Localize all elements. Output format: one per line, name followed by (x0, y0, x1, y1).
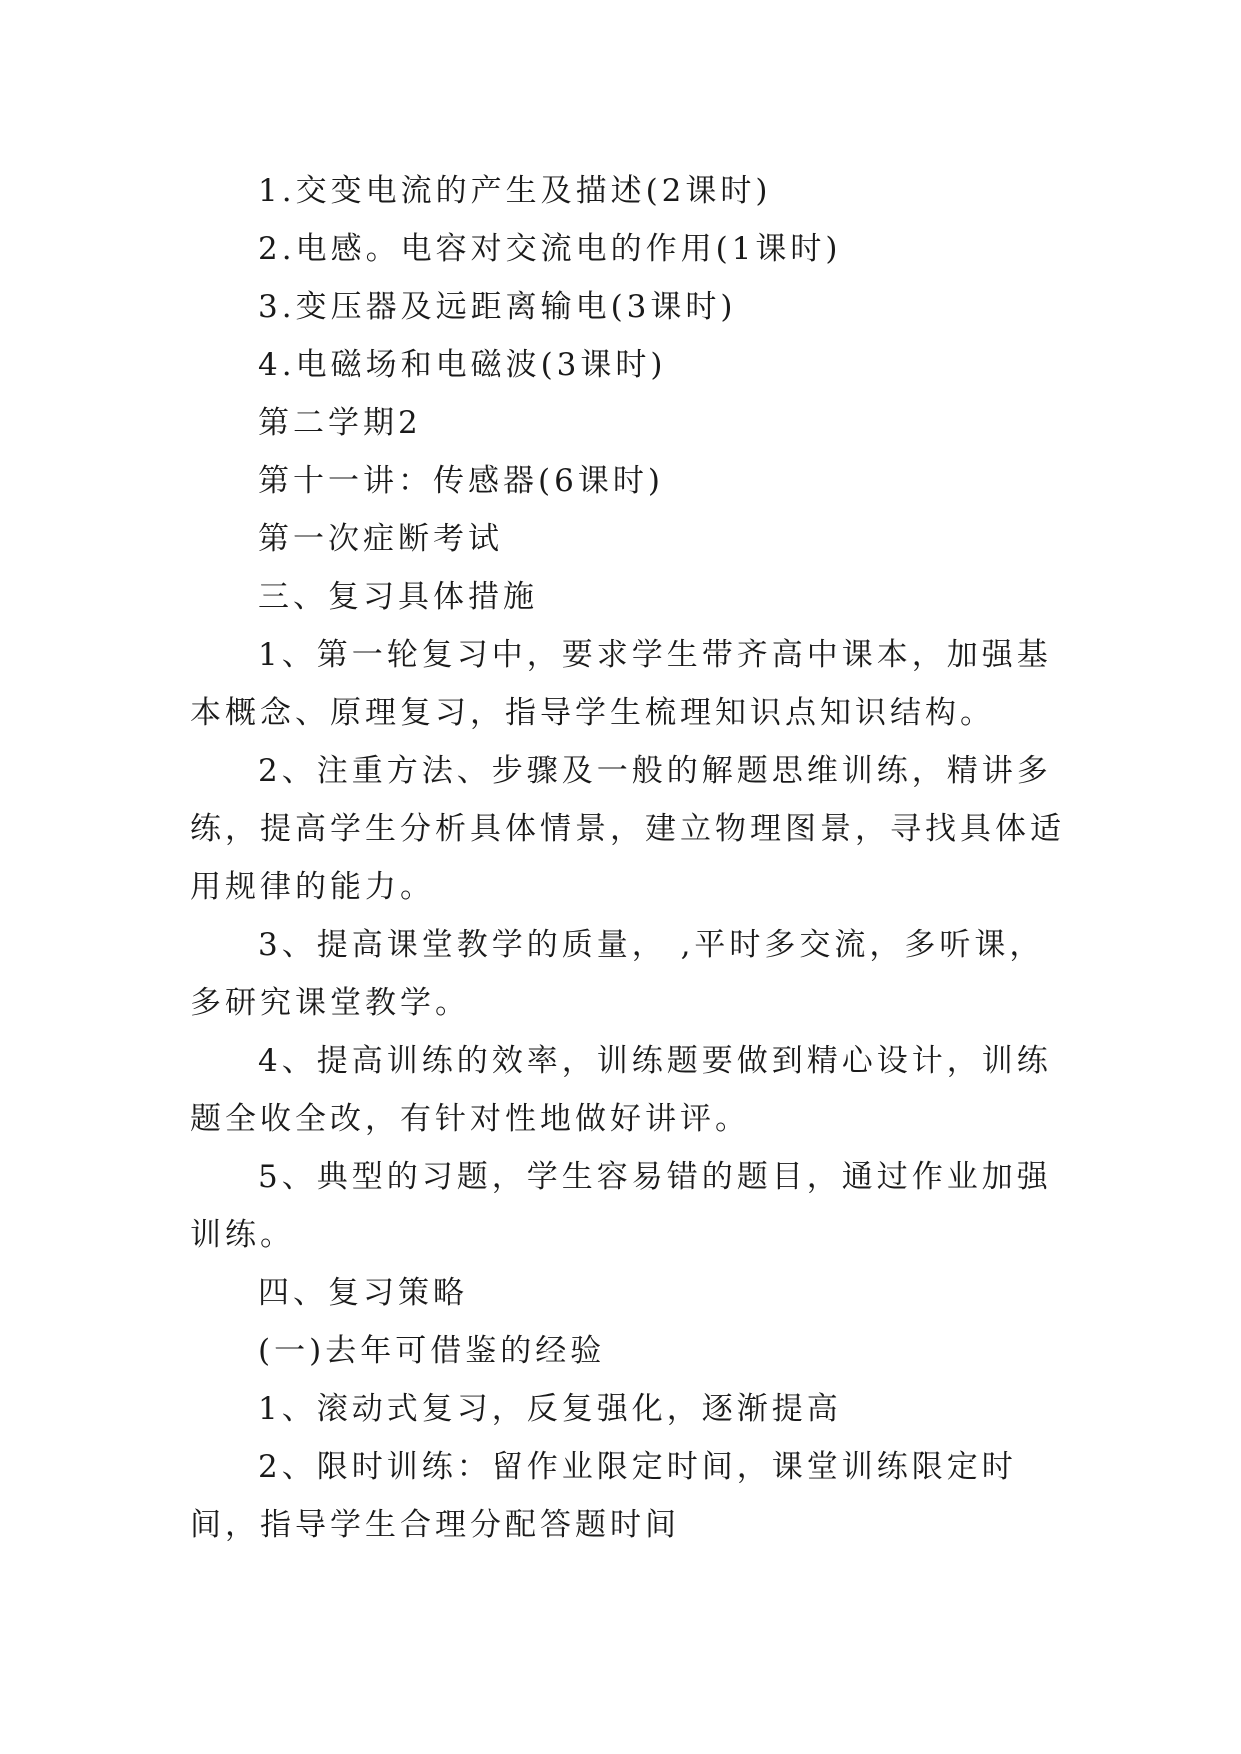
paragraph: 4、提高训练的效率，训练题要做到精心设计，训练题全收全改，有针对性地做好讲评。 (190, 1043, 1052, 1137)
paragraph: 2.电感。电容对交流电的作用(1课时) (258, 231, 842, 267)
paragraph: 2、注重方法、步骤及一般的解题思维训练，精讲多练，提高学生分析具体情景，建立物理图景，寻找具体适用规律的能力。 (190, 753, 1065, 905)
paragraph: 5、典型的习题，学生容易错的题目，通过作业加强训练。 (190, 1159, 1052, 1253)
paragraph: 第十一讲：传感器(6课时) (258, 463, 664, 499)
section-heading: 三、复习具体措施 (258, 579, 538, 615)
paragraph: 3、提高课堂教学的质量， ,平时多交流，多听课，多研究课堂教学。 (190, 927, 1045, 1021)
paragraph: 3.变压器及远距离输电(3课时) (258, 289, 737, 325)
paragraph: 1、滚动式复习，反复强化，逐渐提高 (258, 1391, 842, 1427)
paragraph: 第一次症断考试 (258, 521, 503, 557)
subsection-heading: (一)去年可借鉴的经验 (258, 1333, 606, 1369)
paragraph: 1.交变电流的产生及描述(2课时) (258, 173, 772, 209)
paragraph: 第二学期2 (258, 405, 422, 441)
paragraph: 1、第一轮复习中，要求学生带齐高中课本，加强基本概念、原理复习，指导学生梳理知识点知识结构。 (190, 637, 1052, 731)
document-body (190, 162, 1070, 1554)
section-heading: 四、复习策略 (258, 1275, 468, 1311)
paragraph: 4.电磁场和电磁波(3课时) (258, 347, 667, 383)
paragraph: 2、限时训练：留作业限定时间，课堂训练限定时间，指导学生合理分配答题时间 (190, 1449, 1017, 1543)
